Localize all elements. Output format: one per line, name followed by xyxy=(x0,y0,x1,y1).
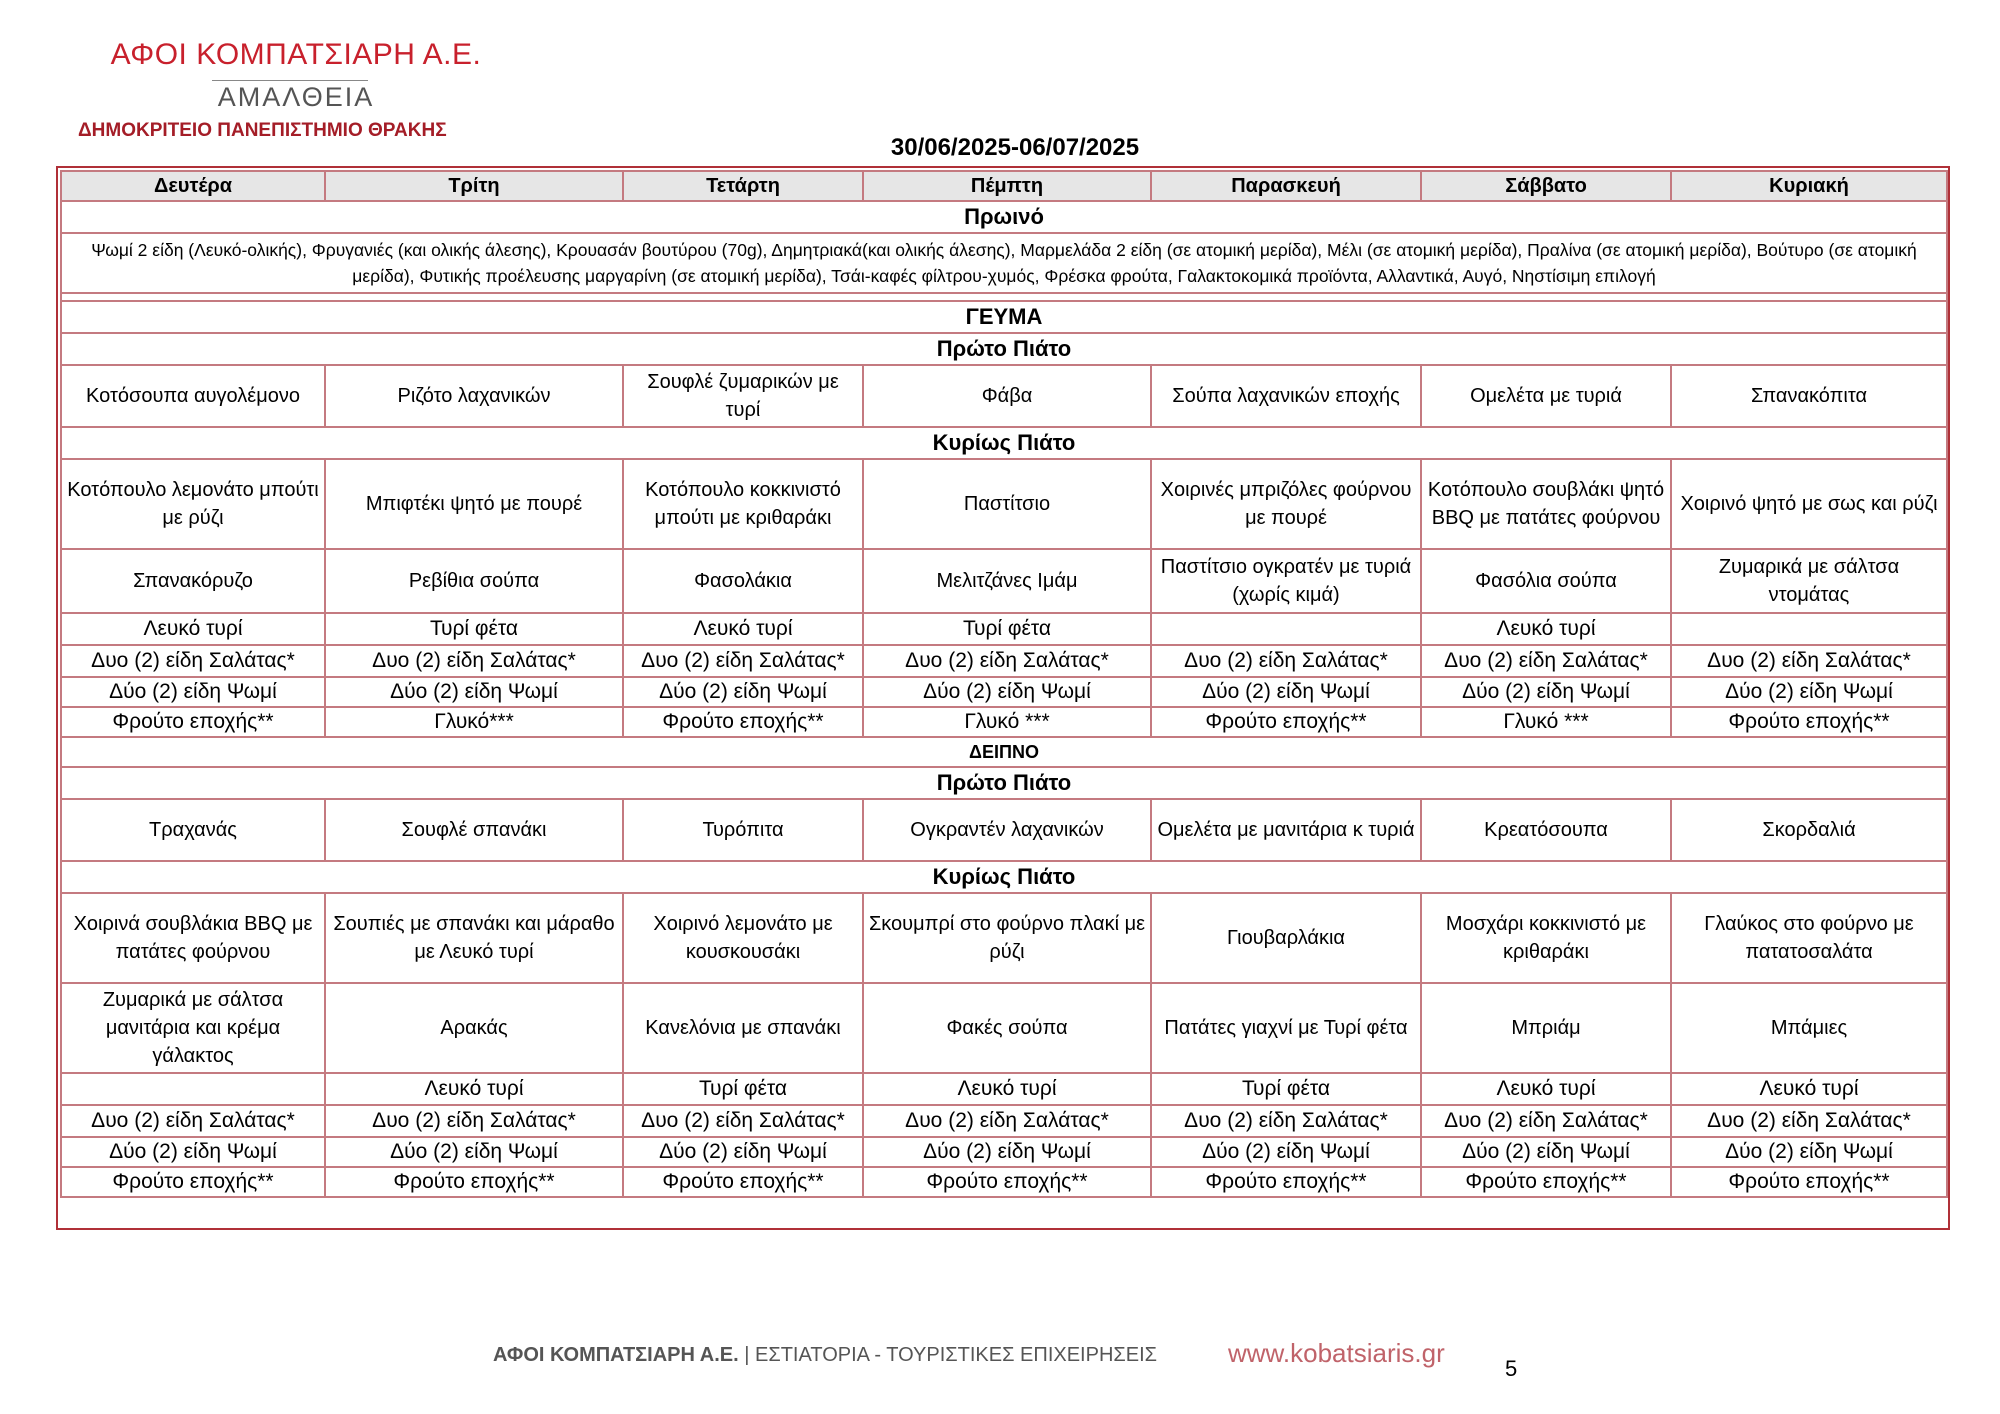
breakfast-title: Πρωινό xyxy=(61,201,1947,233)
dinner-main-course-row xyxy=(61,893,1947,983)
page-number: 5 xyxy=(1505,1356,1518,1381)
menu-cell: Λευκό τυρί xyxy=(61,613,325,645)
day-header-row xyxy=(61,171,1947,201)
dinner-alt-main-row xyxy=(61,983,1947,1073)
lunch-first-course-title-row xyxy=(61,333,1947,365)
day-header: Παρασκευή xyxy=(1151,171,1421,201)
day-header: Δευτέρα xyxy=(61,171,325,201)
dinner-first-course-row xyxy=(61,799,1947,861)
menu-cell: Δύο (2) είδη Ψωμί xyxy=(1671,677,1947,707)
menu-cell: Κρεατόσουπα xyxy=(1421,799,1671,861)
menu-cell: Λευκό τυρί xyxy=(1421,613,1671,645)
menu-cell xyxy=(1671,613,1947,645)
menu-cell: Σπανακόπιτα xyxy=(1671,365,1947,427)
menu-cell: Κοτόπουλο λεμονάτο μπούτι με ρύζι xyxy=(61,459,325,549)
lunch-first-course-row xyxy=(61,365,1947,427)
menu-cell: Ρεβίθια σούπα xyxy=(325,549,623,613)
menu-cell: Δύο (2) είδη Ψωμί xyxy=(61,677,325,707)
menu-cell: Δυο (2) είδη Σαλάτας* xyxy=(1671,1105,1947,1137)
dinner-title-row xyxy=(61,737,1947,767)
menu-cell: Κοτόπουλο σουβλάκι ψητό BBQ με πατάτες φούρνου xyxy=(1421,459,1671,549)
menu-cell: Ζυμαρικά με σάλτσα μανιτάρια και κρέμα γάλακτος xyxy=(61,983,325,1073)
menu-cell: Φρούτο εποχής** xyxy=(61,707,325,737)
university-name: ΔΗΜΟΚΡΙΤΕΙΟ ΠΑΝΕΠΙΣΤΗΜΙΟ ΘΡΑΚΗΣ xyxy=(78,120,447,141)
breakfast-items: Ψωμί 2 είδη (Λευκό-ολικής), Φρυγανιές (και ολικής άλεσης), Κρουασάν βουτύρου (70g), Δημητριακά(και ολικής άλεσης), Μαρμελάδα 2 είδη (σε ατομική μερίδα), Μέλι (σε ατομική μερίδα), Πραλίνα (σε ατομική μερίδα), Βούτυρο (σε ατομική μερίδα), Φυτικής προέλευσης μαργαρίνη (σε ατομική μερίδα), Τσάι-καφές φίλτρου-χυμός, Φρέσκα φρούτα, Γαλακτοκομικά προϊόντα, Αλλαντικά, Αυγό, Νηστίσιμη επιλογή xyxy=(61,233,1947,293)
day-header: Τετάρτη xyxy=(623,171,863,201)
menu-cell: Δύο (2) είδη Ψωμί xyxy=(623,1137,863,1167)
week-range: 30/06/2025-06/07/2025 xyxy=(890,134,1140,161)
menu-cell: Γλυκό *** xyxy=(863,707,1151,737)
menu-cell: Δύο (2) είδη Ψωμί xyxy=(325,1137,623,1167)
menu-cell: Παστίτσιο xyxy=(863,459,1151,549)
day-header: Σάββατο xyxy=(1421,171,1671,201)
menu-cell: Φρούτο εποχής** xyxy=(1671,707,1947,737)
menu-cell: Τυρί φέτα xyxy=(623,1073,863,1105)
menu-cell: Δύο (2) είδη Ψωμί xyxy=(863,1137,1151,1167)
menu-cell: Φρούτο εποχής** xyxy=(325,1167,623,1197)
footer-company xyxy=(493,1344,1157,1367)
menu-cell: Πατάτες γιαχνί με Τυρί φέτα xyxy=(1151,983,1421,1073)
menu-cell: Ζυμαρικά με σάλτσα ντομάτας xyxy=(1671,549,1947,613)
menu-cell: Χοιρινό ψητό με σως και ρύζι xyxy=(1671,459,1947,549)
menu-cell: Δύο (2) είδη Ψωμί xyxy=(1421,1137,1671,1167)
menu-cell: Μπάμιες xyxy=(1671,983,1947,1073)
menu-cell: Λευκό τυρί xyxy=(623,613,863,645)
menu-cell: Σκορδαλιά xyxy=(1671,799,1947,861)
menu-cell: Δύο (2) είδη Ψωμί xyxy=(1151,1137,1421,1167)
menu-cell xyxy=(1151,613,1421,645)
menu-cell: Παστίτσιο ογκρατέν με τυριά (χωρίς κιμά) xyxy=(1151,549,1421,613)
menu-cell: Τυρί φέτα xyxy=(1151,1073,1421,1105)
menu-cell: Γλυκό*** xyxy=(325,707,623,737)
dinner-title: ΔΕΙΠΝΟ xyxy=(61,737,1947,767)
menu-cell: Φασόλια σούπα xyxy=(1421,549,1671,613)
menu-cell: Κοτόσουπα αυγολέμονο xyxy=(61,365,325,427)
menu-cell: Μπιφτέκι ψητό με πουρέ xyxy=(325,459,623,549)
menu-cell: Δύο (2) είδη Ψωμί xyxy=(1671,1137,1947,1167)
menu-cell: Δύο (2) είδη Ψωμί xyxy=(61,1137,325,1167)
footer-tagline: ΕΣΤΙΑΤΟΡΙΑ - ΤΟΥΡΙΣΤΙΚΕΣ ΕΠΙΧΕΙΡΗΣΕΙΣ xyxy=(755,1344,1158,1366)
menu-cell: Σούπα λαχανικών εποχής xyxy=(1151,365,1421,427)
menu-cell: Δυο (2) είδη Σαλάτας* xyxy=(1151,645,1421,677)
footer-website[interactable]: www.kobatsiaris.gr xyxy=(1228,1338,1445,1368)
dinner-first-course-title-row xyxy=(61,767,1947,799)
day-header: Πέμπτη xyxy=(863,171,1151,201)
menu-cell: Δύο (2) είδη Ψωμί xyxy=(1421,677,1671,707)
dinner-cheese-row xyxy=(61,1073,1947,1105)
menu-cell: Σκουμπρί στο φούρνο πλακί με ρύζι xyxy=(863,893,1151,983)
menu-cell: Φάβα xyxy=(863,365,1151,427)
menu-cell: Δυο (2) είδη Σαλάτας* xyxy=(863,645,1151,677)
menu-cell: Δύο (2) είδη Ψωμί xyxy=(623,677,863,707)
dinner-main-course-title-row xyxy=(61,861,1947,893)
menu-cell: Δυο (2) είδη Σαλάτας* xyxy=(1421,645,1671,677)
breakfast-title-row xyxy=(61,201,1947,233)
menu-cell: Δύο (2) είδη Ψωμί xyxy=(863,677,1151,707)
lunch-salad-row xyxy=(61,645,1947,677)
menu-cell: Φρούτο εποχής** xyxy=(61,1167,325,1197)
lunch-dessert-row xyxy=(61,707,1947,737)
lunch-cheese-row xyxy=(61,613,1947,645)
menu-cell: Δυο (2) είδη Σαλάτας* xyxy=(863,1105,1151,1137)
day-header: Τρίτη xyxy=(325,171,623,201)
menu-cell: Κοτόπουλο κοκκινιστό μπούτι με κριθαράκι xyxy=(623,459,863,549)
lunch-alt-main-row xyxy=(61,549,1947,613)
lunch-main-course-row xyxy=(61,459,1947,549)
menu-cell: Φρούτο εποχής** xyxy=(1151,707,1421,737)
menu-cell: Δυο (2) είδη Σαλάτας* xyxy=(623,1105,863,1137)
menu-cell: Δυο (2) είδη Σαλάτας* xyxy=(1671,645,1947,677)
logo-divider xyxy=(212,80,368,81)
dinner-bread-row xyxy=(61,1137,1947,1167)
menu-cell: Χοιρινό λεμονάτο με κουσκουσάκι xyxy=(623,893,863,983)
lunch-title: ΓΕΥΜΑ xyxy=(61,301,1947,333)
menu-cell: Σουπιές με σπανάκι και μάραθο με Λευκό τυρί xyxy=(325,893,623,983)
dinner-salad-row xyxy=(61,1105,1947,1137)
menu-cell: Μπριάμ xyxy=(1421,983,1671,1073)
menu-cell: Τραχανάς xyxy=(61,799,325,861)
menu-cell: Λευκό τυρί xyxy=(325,1073,623,1105)
menu-cell: Λευκό τυρί xyxy=(1671,1073,1947,1105)
menu-cell: Χοιρινές μπριζόλες φούρνου με πουρέ xyxy=(1151,459,1421,549)
menu-cell: Δυο (2) είδη Σαλάτας* xyxy=(623,645,863,677)
lunch-main-course-title-row xyxy=(61,427,1947,459)
footer-separator: | xyxy=(738,1344,755,1366)
menu-cell: Κανελόνια με σπανάκι xyxy=(623,983,863,1073)
menu-cell: Ογκραντέν λαχανικών xyxy=(863,799,1151,861)
menu-cell: Φρούτο εποχής** xyxy=(863,1167,1151,1197)
menu-cell: Δυο (2) είδη Σαλάτας* xyxy=(1151,1105,1421,1137)
menu-cell: Δυο (2) είδη Σαλάτας* xyxy=(61,645,325,677)
menu-cell: Φρούτο εποχής** xyxy=(1671,1167,1947,1197)
course-title: Κυρίως Πιάτο xyxy=(61,427,1947,459)
course-title: Πρώτο Πιάτο xyxy=(61,767,1947,799)
footer-company-name: ΑΦΟΙ ΚΟΜΠΑΤΣΙΑΡΗ Α.Ε. xyxy=(493,1344,739,1366)
menu-cell: Χοιρινά σουβλάκια BBQ με πατάτες φούρνου xyxy=(61,893,325,983)
day-header: Κυριακή xyxy=(1671,171,1947,201)
menu-cell: Τυρί φέτα xyxy=(863,613,1151,645)
menu-cell: Φακές σούπα xyxy=(863,983,1151,1073)
menu-cell: Ριζότο λαχανικών xyxy=(325,365,623,427)
menu-cell: Γλαύκος στο φούρνο με πατατοσαλάτα xyxy=(1671,893,1947,983)
menu-cell: Δυο (2) είδη Σαλάτας* xyxy=(61,1105,325,1137)
menu-cell: Δυο (2) είδη Σαλάτας* xyxy=(325,1105,623,1137)
menu-cell: Φρούτο εποχής** xyxy=(623,707,863,737)
dinner-dessert-row xyxy=(61,1167,1947,1197)
menu-cell: Λευκό τυρί xyxy=(1421,1073,1671,1105)
menu-cell: Φασολάκια xyxy=(623,549,863,613)
menu-cell: Ομελέτα με μανιτάρια κ τυριά xyxy=(1151,799,1421,861)
menu-cell: Γιουβαρλάκια xyxy=(1151,893,1421,983)
menu-cell: Φρούτο εποχής** xyxy=(1151,1167,1421,1197)
course-title: Πρώτο Πιάτο xyxy=(61,333,1947,365)
menu-cell: Σπανακόρυζο xyxy=(61,549,325,613)
lunch-title-row xyxy=(61,301,1947,333)
menu-cell: Δυο (2) είδη Σαλάτας* xyxy=(325,645,623,677)
menu-cell: Δυο (2) είδη Σαλάτας* xyxy=(1421,1105,1671,1137)
breakfast-row xyxy=(61,233,1947,293)
menu-cell: Ομελέτα με τυριά xyxy=(1421,365,1671,427)
menu-cell: Μοσχάρι κοκκινιστό με κριθαράκι xyxy=(1421,893,1671,983)
menu-cell: Μελιτζάνες Ιμάμ xyxy=(863,549,1151,613)
menu-cell: Φρούτο εποχής** xyxy=(623,1167,863,1197)
menu-cell: Γλυκό *** xyxy=(1421,707,1671,737)
menu-cell: Τυρόπιτα xyxy=(623,799,863,861)
company-logo-title: ΑΦΟΙ ΚΟΜΠΑΤΣΙΑΡΗ Α.Ε. xyxy=(110,38,482,71)
menu-cell: Τυρί φέτα xyxy=(325,613,623,645)
menu-cell: Δύο (2) είδη Ψωμί xyxy=(325,677,623,707)
lunch-bread-row xyxy=(61,677,1947,707)
menu-cell: Δύο (2) είδη Ψωμί xyxy=(1151,677,1421,707)
menu-cell: Αρακάς xyxy=(325,983,623,1073)
brand-logo-name: ΑΜΑΛΘΕΙΑ xyxy=(217,82,375,112)
menu-cell: Σουφλέ σπανάκι xyxy=(325,799,623,861)
course-title: Κυρίως Πιάτο xyxy=(61,861,1947,893)
menu-cell: Λευκό τυρί xyxy=(863,1073,1151,1105)
weekly-menu-table xyxy=(60,170,1948,1198)
menu-cell xyxy=(61,1073,325,1105)
menu-cell: Σουφλέ ζυμαρικών με τυρί xyxy=(623,365,863,427)
menu-cell: Φρούτο εποχής** xyxy=(1421,1167,1671,1197)
spacer-row xyxy=(61,293,1947,301)
